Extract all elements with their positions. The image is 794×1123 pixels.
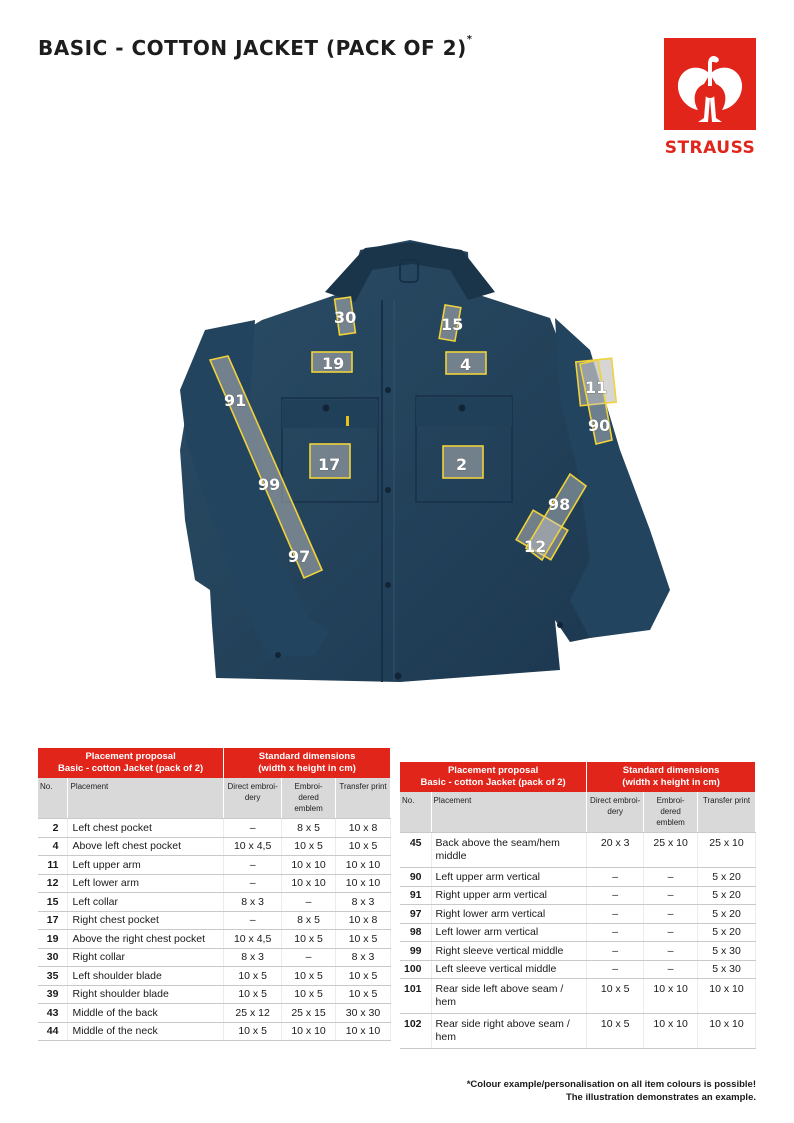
cell-direct-embroidery: 10 x 5 <box>587 1014 644 1049</box>
cell-embroidered-emblem: – <box>644 868 698 887</box>
cell-placement: Left sleeve vertical middle <box>431 960 587 979</box>
table-row <box>400 1014 756 1049</box>
cell-transfer-print: 5 x 30 <box>698 942 756 961</box>
cell-direct-embroidery: 10 x 5 <box>587 979 644 1014</box>
cell-no: 99 <box>400 942 431 961</box>
cell-placement: Left upper arm vertical <box>431 868 587 887</box>
cell-placement: Right chest pocket <box>68 911 224 930</box>
cell-direct-embroidery: – <box>224 874 282 893</box>
col-direct-embroidery: Direct embroi- dery <box>587 792 644 833</box>
cell-placement: Right shoulder blade <box>68 985 224 1004</box>
cell-direct-embroidery: 20 x 3 <box>587 833 644 868</box>
cell-transfer-print: 10 x 10 <box>336 856 391 875</box>
ostrich-emblem <box>664 38 756 130</box>
cell-no: 4 <box>38 837 68 856</box>
cell-transfer-print: 10 x 10 <box>336 1022 391 1041</box>
cell-placement: Right collar <box>68 948 224 967</box>
cell-no: 15 <box>38 893 68 912</box>
cell-placement: Right sleeve vertical middle <box>431 942 587 961</box>
cell-transfer-print: 10 x 8 <box>336 819 391 838</box>
callout-15: 15 <box>441 315 464 334</box>
cell-transfer-print: 10 x 10 <box>698 979 756 1014</box>
cell-placement: Left collar <box>68 893 224 912</box>
cell-direct-embroidery: 25 x 12 <box>224 1004 282 1023</box>
cell-transfer-print: 10 x 8 <box>336 911 391 930</box>
cell-transfer-print: 30 x 30 <box>336 1004 391 1023</box>
callout-19: 19 <box>322 354 345 373</box>
table-row <box>400 868 756 887</box>
cell-no: 97 <box>400 905 431 924</box>
cell-no: 101 <box>400 979 431 1014</box>
cell-embroidered-emblem: 8 x 5 <box>282 911 336 930</box>
table-row <box>400 923 756 942</box>
cell-placement: Left upper arm <box>68 856 224 875</box>
callout-17: 17 <box>318 455 341 474</box>
cell-transfer-print: 8 x 3 <box>336 893 391 912</box>
cell-embroidered-emblem: 10 x 5 <box>282 967 336 986</box>
cell-embroidered-emblem: 25 x 10 <box>644 833 698 868</box>
cell-embroidered-emblem: 10 x 5 <box>282 985 336 1004</box>
table-row <box>38 856 391 875</box>
callout-11: 11 <box>585 378 608 397</box>
cell-embroidered-emblem: – <box>644 923 698 942</box>
cell-no: 98 <box>400 923 431 942</box>
brand-name: STRAUSS <box>664 138 756 158</box>
cell-placement: Above the right chest pocket <box>68 930 224 949</box>
title-footnote-mark: * <box>466 34 473 45</box>
callout-97: 97 <box>288 547 311 566</box>
col-placement: Placement <box>68 778 224 819</box>
cell-no: 91 <box>400 886 431 905</box>
cell-no: 35 <box>38 967 68 986</box>
table-row <box>38 967 391 986</box>
col-direct-embroidery: Direct embroi- dery <box>224 778 282 819</box>
footnote-line-1: *Colour example/personalisation on all item colours is possible! <box>466 1079 756 1090</box>
standard-dimensions-header: Standard dimensions (width x height in cm) <box>587 762 756 792</box>
table-row <box>38 930 391 949</box>
cell-transfer-print: 10 x 5 <box>336 985 391 1004</box>
cell-embroidered-emblem: 10 x 10 <box>282 856 336 875</box>
callout-90: 90 <box>588 416 611 435</box>
cell-embroidered-emblem: – <box>282 948 336 967</box>
cell-embroidered-emblem: – <box>282 893 336 912</box>
col-embroidered-emblem: Embroi- dered emblem <box>644 792 698 833</box>
table-row <box>38 985 391 1004</box>
table-row <box>38 1004 391 1023</box>
table-row <box>38 893 391 912</box>
cell-no: 100 <box>400 960 431 979</box>
cell-direct-embroidery: – <box>587 923 644 942</box>
cell-direct-embroidery: 10 x 5 <box>224 985 282 1004</box>
cell-transfer-print: 8 x 3 <box>336 948 391 967</box>
col-no: No. <box>400 792 431 833</box>
cell-transfer-print: 5 x 20 <box>698 905 756 924</box>
cell-placement: Left shoulder blade <box>68 967 224 986</box>
table-row <box>38 874 391 893</box>
cell-no: 30 <box>38 948 68 967</box>
cell-transfer-print: 5 x 20 <box>698 868 756 887</box>
cell-embroidered-emblem: – <box>644 905 698 924</box>
cell-no: 39 <box>38 985 68 1004</box>
cell-placement: Right lower arm vertical <box>431 905 587 924</box>
placement-proposal-header: Placement proposal Basic - cotton Jacket (pack of 2) <box>38 748 224 778</box>
callout-99: 99 <box>258 475 281 494</box>
cell-embroidered-emblem: 10 x 10 <box>644 979 698 1014</box>
cell-placement: Middle of the back <box>68 1004 224 1023</box>
callout-91: 91 <box>224 391 247 410</box>
cell-transfer-print: 5 x 20 <box>698 886 756 905</box>
cell-no: 43 <box>38 1004 68 1023</box>
cell-direct-embroidery: – <box>587 942 644 961</box>
cell-placement: Left lower arm <box>68 874 224 893</box>
cell-placement: Above left chest pocket <box>68 837 224 856</box>
table-row <box>38 837 391 856</box>
cell-direct-embroidery: – <box>587 886 644 905</box>
cell-transfer-print: 10 x 10 <box>336 874 391 893</box>
cell-transfer-print: 10 x 5 <box>336 837 391 856</box>
callout-30: 30 <box>334 308 357 327</box>
placement-proposal-header: Placement proposal Basic - cotton Jacket (pack of 2) <box>400 762 587 792</box>
table-row <box>38 1022 391 1041</box>
table-row <box>400 905 756 924</box>
cell-embroidered-emblem: – <box>644 942 698 961</box>
placement-table-left <box>38 748 391 1041</box>
cell-embroidered-emblem: 10 x 10 <box>282 874 336 893</box>
col-placement: Placement <box>431 792 587 833</box>
cell-transfer-print: 5 x 20 <box>698 923 756 942</box>
cell-no: 19 <box>38 930 68 949</box>
cell-no: 2 <box>38 819 68 838</box>
cell-transfer-print: 5 x 30 <box>698 960 756 979</box>
page-title: BASIC - COTTON JACKET (PACK OF 2)* <box>38 34 473 60</box>
cell-direct-embroidery: 8 x 3 <box>224 893 282 912</box>
cell-direct-embroidery: 10 x 4,5 <box>224 930 282 949</box>
cell-embroidered-emblem: 10 x 5 <box>282 837 336 856</box>
placement-table-right <box>400 762 756 1049</box>
cell-embroidered-emblem: 10 x 10 <box>644 1014 698 1049</box>
cell-placement: Rear side right above seam / hem <box>431 1014 587 1049</box>
cell-transfer-print: 10 x 10 <box>698 1014 756 1049</box>
table-row <box>400 833 756 868</box>
cell-embroidered-emblem: 8 x 5 <box>282 819 336 838</box>
strauss-logo <box>664 38 756 158</box>
cell-direct-embroidery: – <box>224 819 282 838</box>
cell-direct-embroidery: – <box>224 856 282 875</box>
cell-embroidered-emblem: 10 x 5 <box>282 930 336 949</box>
cell-embroidered-emblem: – <box>644 886 698 905</box>
cell-direct-embroidery: 10 x 4,5 <box>224 837 282 856</box>
cell-no: 17 <box>38 911 68 930</box>
cell-transfer-print: 10 x 5 <box>336 967 391 986</box>
cell-placement: Rear side left above seam / hem <box>431 979 587 1014</box>
cell-direct-embroidery: – <box>587 868 644 887</box>
footnote <box>467 1079 756 1104</box>
cell-placement: Middle of the neck <box>68 1022 224 1041</box>
cell-embroidered-emblem: – <box>644 960 698 979</box>
table-row <box>400 886 756 905</box>
table-row <box>400 979 756 1014</box>
cell-direct-embroidery: 10 x 5 <box>224 1022 282 1041</box>
table-row <box>38 948 391 967</box>
cell-no: 45 <box>400 833 431 868</box>
callout-98: 98 <box>548 495 571 514</box>
cell-no: 11 <box>38 856 68 875</box>
col-no: No. <box>38 778 68 819</box>
table-row <box>38 911 391 930</box>
callout-4: 4 <box>460 355 472 374</box>
jacket-illustration <box>150 230 670 690</box>
cell-placement: Left chest pocket <box>68 819 224 838</box>
callout-2: 2 <box>456 455 468 474</box>
table-row <box>38 819 391 838</box>
footnote-line-2: The illustration demonstrates an example. <box>565 1091 756 1103</box>
col-transfer-print: Transfer print <box>336 778 391 819</box>
cell-transfer-print: 10 x 5 <box>336 930 391 949</box>
cell-no: 90 <box>400 868 431 887</box>
cell-no: 12 <box>38 874 68 893</box>
standard-dimensions-header: Standard dimensions (width x height in cm) <box>224 748 391 778</box>
table-row <box>400 942 756 961</box>
cell-placement: Back above the seam/hem middle <box>431 833 587 868</box>
cell-transfer-print: 25 x 10 <box>698 833 756 868</box>
cell-direct-embroidery: 10 x 5 <box>224 967 282 986</box>
callout-12: 12 <box>524 537 547 556</box>
col-embroidered-emblem: Embroi- dered emblem <box>282 778 336 819</box>
cell-direct-embroidery: – <box>587 905 644 924</box>
cell-direct-embroidery: – <box>587 960 644 979</box>
cell-direct-embroidery: 8 x 3 <box>224 948 282 967</box>
cell-no: 44 <box>38 1022 68 1041</box>
col-transfer-print: Transfer print <box>698 792 756 833</box>
cell-direct-embroidery: – <box>224 911 282 930</box>
cell-placement: Right upper arm vertical <box>431 886 587 905</box>
cell-placement: Left lower arm vertical <box>431 923 587 942</box>
cell-embroidered-emblem: 25 x 15 <box>282 1004 336 1023</box>
cell-embroidered-emblem: 10 x 10 <box>282 1022 336 1041</box>
table-row <box>400 960 756 979</box>
cell-no: 102 <box>400 1014 431 1049</box>
